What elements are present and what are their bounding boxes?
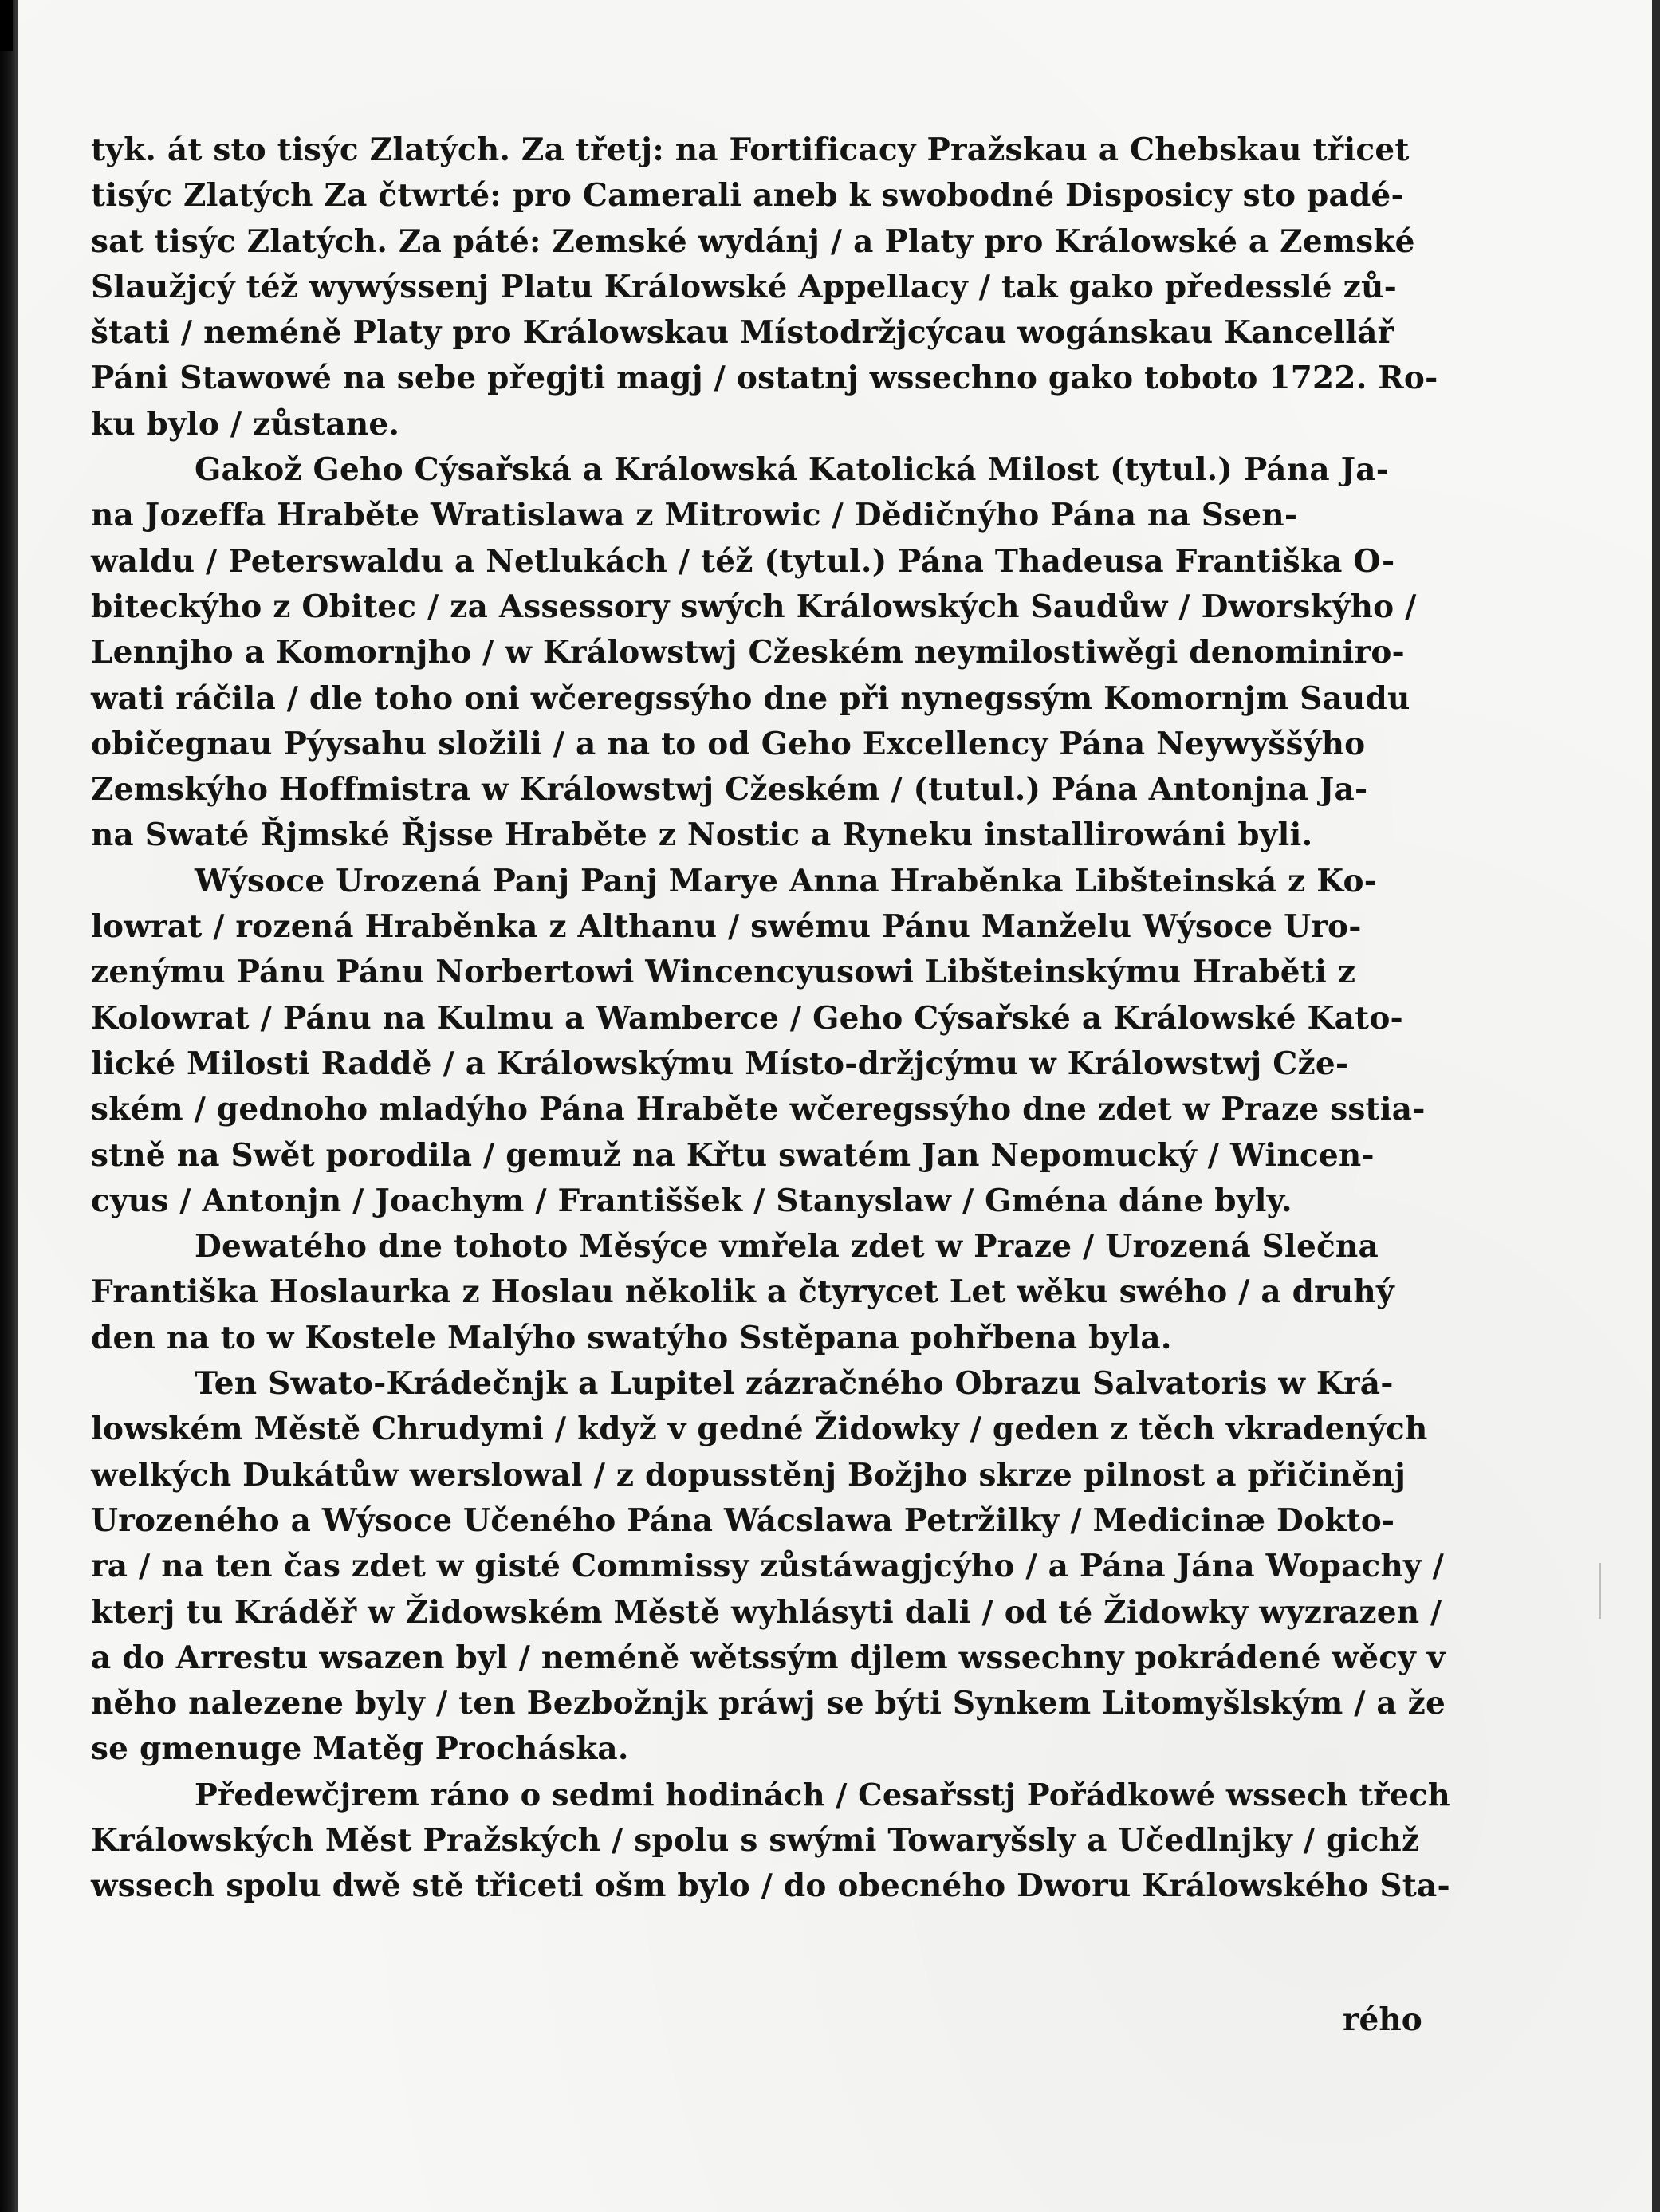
text-line: ském / gednoho mladýho Pána Hraběte wčeregssýho dne zdet w Praze sstia-: [91, 1091, 1426, 1128]
text-line: lowrat / rozená Hraběnka z Althanu / swému Pánu Manželu Wýsoce Uro-: [91, 908, 1362, 946]
text-line: Páni Stawowé na sebe přegjti magj / ostatnj wssechno gako toboto 1722. Ro-: [91, 360, 1438, 397]
binding-notch: [0, 0, 13, 51]
text-line: Zemskýho Hoffmistra w Králowstwj Cžeském / (tutul.) Pána Antonjna Ja-: [91, 771, 1368, 809]
text-line: lické Milosti Raddě / a Králowskýmu Místo-držjcýmu w Králowstwj Cže-: [91, 1045, 1349, 1082]
text-line: kterj tu Kráděř w Židowském Městě wyhlásyti dali / od té Židowky wyzrazen /: [91, 1593, 1442, 1631]
text-line: tisýc Zlatých Za čtwrté: pro Camerali aneb k swobodné Disposicy sto padé-: [91, 177, 1404, 215]
paragraph-start-line: Dewatého dne tohoto Měsýce vmřela zdet w Praze / Urozená Slečna: [195, 1228, 1379, 1265]
text-block: [91, 128, 1456, 1910]
text-line: a do Arrestu wsazen byl / neméně wětssým djlem wssechny pokrádené wěcy v: [91, 1639, 1446, 1676]
text-line: biteckýho z Obitec / za Assessory swých Králowských Saudůw / Dworskýho /: [91, 588, 1417, 625]
text-line: wssech spolu dwě stě třiceti ošm bylo / do obecného Dworu Králowského Sta-: [91, 1868, 1450, 1905]
document-page: [18, 0, 1652, 2212]
text-line: na Jozeffa Hraběte Wratislawa z Mitrowic / Dědičnýho Pána na Ssen-: [91, 497, 1298, 534]
text-line: něho nalezene byly / ten Bezbožnjk práwj se býti Synkem Litomyšlským / a že: [91, 1685, 1446, 1722]
margin-mark: [1599, 1563, 1601, 1619]
paragraph-start-line: Gakož Geho Cýsařská a Králowská Katolická Milost (tytul.) Pána Ja-: [195, 451, 1390, 489]
text-line: tyk. át sto tisýc Zlatých. Za třetj: na Fortificacy Pražskau a Chebskau třicet: [91, 132, 1410, 168]
text-line: cyus / Antonjn / Joachym / Františšek / Stanyslaw / Gména dáne byly.: [91, 1182, 1292, 1219]
binding-edge: [0, 0, 18, 2212]
text-line: Slaužjcý též wywýssenj Platu Králowské Appellacy / tak gako předesslé zů-: [91, 268, 1397, 305]
text-line: štati / neméně Platy pro Králowskau Místodržjcýcau wogánskau Kancellář: [91, 314, 1394, 352]
paragraph-start-line: Předewčjrem ráno o sedmi hodinách / Cesařsstj Pořádkowé wssech třech: [195, 1777, 1450, 1813]
text-line: zenýmu Pánu Pánu Norbertowi Wincencyusowi Libšteinskýmu Hraběti z: [91, 954, 1356, 991]
text-line: na Swaté Řjmské Řjsse Hraběte z Nostic a Ryneku installirowáni byli.: [91, 817, 1313, 854]
catchword: rého: [1343, 2001, 1422, 2038]
text-line: waldu / Peterswaldu a Netlukách / též (tytul.) Pána Thadeusa Františka O-: [91, 542, 1395, 580]
paragraph-start-line: Ten Swato-Krádečnjk a Lupitel zázračného Obrazu Salvatoris w Krá-: [195, 1365, 1394, 1403]
text-line: welkých Dukátůw werslowal / z dopusstěnj Božjho skrze pilnost a přičiněnj: [91, 1456, 1406, 1494]
text-line: se gmenuge Matěg Procháska.: [91, 1730, 629, 1768]
paragraph-start-line: Wýsoce Urozená Panj Panj Marye Anna Hraběnka Libšteinská z Ko-: [195, 862, 1378, 899]
text-line: Urozeného a Wýsoce Učeného Pána Wácslawa Petržilky / Medicinæ Dokto-: [91, 1502, 1395, 1539]
text-line: Lennjho a Komornjho / w Králowstwj Cžeském neymilostiwěgi denominiro-: [91, 634, 1405, 671]
text-line: sat tisýc Zlatých. Za páté: Zemské wydánj / a Platy pro Králowské a Zemské: [91, 222, 1415, 260]
text-line: običegnau Pýysahu složili / a na to od Geho Excellency Pána Neywyššýho: [91, 725, 1366, 762]
text-line: ku bylo / zůstane.: [91, 405, 400, 443]
text-line: Františka Hoslaurka z Hoslau několik a čtyrycet Let wěku swého / a druhý: [91, 1273, 1394, 1311]
text-line: wati ráčila / dle toho oni wčeregssýho dne při nynegssým Komornjm Saudu: [91, 679, 1410, 717]
text-line: ra / na ten čas zdet w gisté Commissy zůstáwagjcýho / a Pána Jána Wopachy /: [91, 1548, 1445, 1585]
text-line: stně na Swět porodila / gemuž na Křtu swatém Jan Nepomucký / Wincen-: [91, 1136, 1375, 1174]
text-line: Králowských Měst Pražských / spolu s swými Towaryšsly a Učedlnjky / gichž: [91, 1821, 1420, 1859]
text-line: den na to w Kostele Malýho swatýho Sstěpana pohřbena byla.: [91, 1319, 1172, 1356]
text-line: lowském Městě Chrudymi / když v gedné Židowky / geden z těch vkradených: [91, 1411, 1428, 1448]
text-line: Kolowrat / Pánu na Kulmu a Wamberce / Geho Cýsařské a Králowské Kato-: [91, 999, 1403, 1037]
